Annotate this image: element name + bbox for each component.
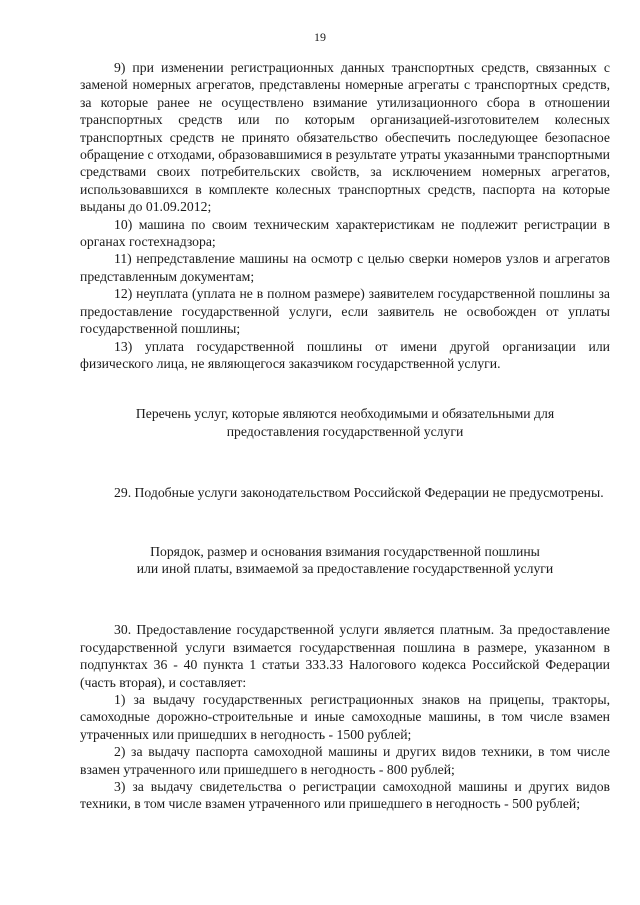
- fee-item-2: 2) за выдачу паспорта самоходной машины и других видов техники, в том числе взамен утраченного или пришедшего в негодность - 800 рублей;: [80, 744, 610, 777]
- list-item-11: 11) непредставление машины на осмотр с целью сверки номеров узлов и агрегатов представленным документам;: [80, 251, 610, 284]
- section-heading-fee: [80, 543, 610, 578]
- section-heading-fee-line-1: Порядок, размер и основания взимания государственной пошлины: [150, 543, 540, 559]
- fee-item-1: 1) за выдачу государственных регистрационных знаков на прицепы, тракторы, самоходные дорожно-строительные и иные самоходные машины, в том числе взамен утраченных или пришедших в негодность - 1500 рублей;: [80, 691, 610, 742]
- paragraph-30: 30. Предоставление государственной услуги является платным. За предоставление государственной услуги взимается государственная пошлина в размере, указанном в подпунктах 36 - 40 пункта 1 статьи 333.33 Налогового кодекса Российской Федерации (часть вторая), и составляет:: [80, 622, 610, 690]
- page-number: 19: [314, 30, 326, 44]
- section-heading-fee-line-2: или иной платы, взимаемой за предоставление государственной услуги: [136, 560, 554, 576]
- section-heading-services: Перечень услуг, которые являются необходимыми и обязательными для предоставления государственной услуги: [135, 406, 555, 439]
- list-item-9: 9) при изменении регистрационных данных транспортных средств, связанных с заменой номерных агрегатов, представлены номерные агрегаты с транспортных средств, за которые ранее не осуществлено взимание утилизационного сбора в отношении транспортных средств или по которым организацией-изготовителем колесных транспортных средств не принято обязательство обеспечить последующее безопасное обращение с отходами, образовавшимися в результате утраты указанными транспортными средствами своих потребительских свойств, за исключением номерных агрегатов, использовавшихся в комплекте колесных транспортных средств, паспорта на которые выданы до 01.09.2012;: [80, 60, 610, 215]
- fee-item-3: 3) за выдачу свидетельства о регистрации самоходной машины и других видов техники, в том числе взамен утраченного или пришедшего в негодность - 500 рублей;: [80, 779, 610, 812]
- list-item-13: 13) уплата государственной пошлины от имени другой организации или физического лица, не являющегося заказчиком государственной услуги.: [80, 338, 610, 371]
- paragraph-29: 29. Подобные услуги законодательством Российской Федерации не предусмотрены.: [114, 485, 604, 501]
- document-body: [80, 59, 610, 813]
- list-item-10: 10) машина по своим техническим характеристикам не подлежит регистрации в органах гостехнадзора;: [80, 216, 610, 250]
- list-item-12: 12) неуплата (уплата не в полном размере) заявителем государственной пошлины за предоставление государственной услуги, если заявитель не освобожден от уплаты государственной пошлины;: [80, 286, 610, 337]
